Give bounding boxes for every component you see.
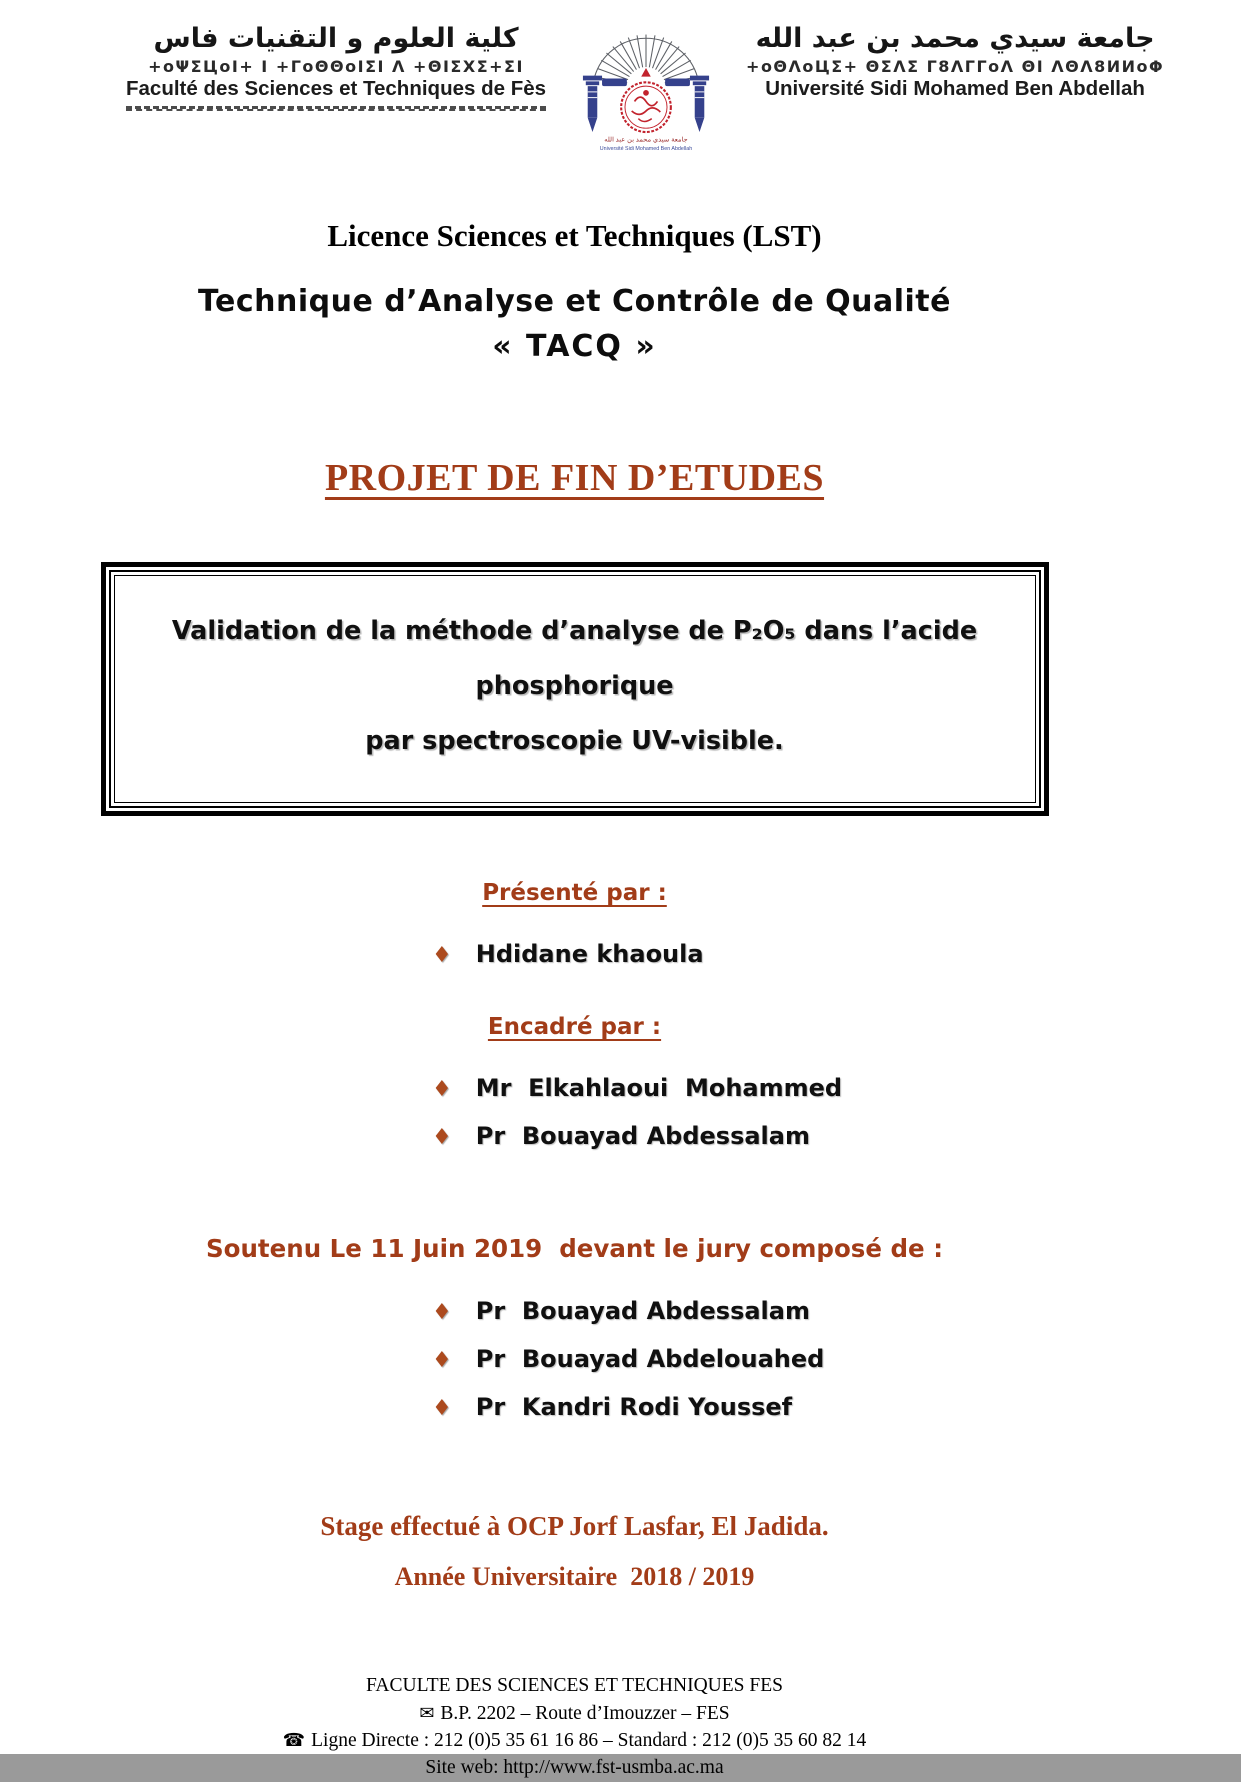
- presented-by-list: [0, 940, 1149, 968]
- supervised-by-list: [0, 1074, 1149, 1150]
- footer-phones: [0, 1727, 1149, 1754]
- university-name-arabic: جامعة سيدي محمد بن عبد الله: [755, 23, 1155, 54]
- specialty-abbreviation: « TACQ »: [492, 329, 657, 364]
- supervisor-name: Mr Elkahlaoui Mohammed: [475, 1074, 843, 1103]
- list-item: [432, 1297, 1149, 1325]
- diamond-bullet-icon: ♦: [432, 1077, 452, 1103]
- university-emblem-icon: [560, 24, 732, 155]
- list-item: [432, 1122, 1149, 1150]
- logo-caption-french: Université Sidi Mohamed Ben Abdellah: [599, 146, 693, 153]
- diamond-bullet-icon: ♦: [432, 1125, 452, 1151]
- academic-year: Année Universitaire 2018 / 2019: [394, 1562, 755, 1592]
- footer-address: [0, 1700, 1149, 1727]
- mail-icon: ✉: [419, 1702, 435, 1724]
- jury-heading: Soutenu Le 11 Juin 2019 devant le jury composé de :: [206, 1234, 943, 1264]
- faculty-block: [126, 24, 546, 111]
- jury-member-name: Pr Bouayad Abdelouahed: [475, 1345, 825, 1374]
- university-logo: [560, 24, 732, 160]
- faculty-name-arabic: كلية العلوم و التقنيات فاس: [153, 23, 519, 54]
- diamond-bullet-icon: ♦: [432, 943, 452, 969]
- footer-website: Site web: http://www.fst-usmba.ac.ma: [425, 1757, 724, 1779]
- phone-icon: ☎: [282, 1730, 306, 1752]
- footer-phones-text: Ligne Directe : 212 (0)5 35 61 16 86 – Standard : 212 (0)5 35 60 82 14: [311, 1730, 867, 1752]
- footer-faculty-name: FACULTE DES SCIENCES ET TECHNIQUES FES: [366, 1675, 783, 1697]
- subject-text: [114, 575, 1036, 803]
- footer: [0, 1672, 1149, 1781]
- faculty-name-tifinagh: +oΨΣЦoI+ I +ΓoΘΘoIΣI Λ +ΘIΣΧΣ+ΣI: [148, 56, 524, 76]
- internship-location: Stage effectué à OCP Jorf Lasfar, El Jadida.: [320, 1511, 829, 1542]
- supervisor-name: Pr Bouayad Abdessalam: [475, 1122, 810, 1151]
- subject-line2: par spectroscopie UV-visible.: [365, 725, 784, 756]
- subject-box-inner-border: [109, 570, 1041, 808]
- program-title: Licence Sciences et Techniques (LST): [327, 218, 822, 253]
- jury-member-name: Pr Bouayad Abdessalam: [475, 1297, 810, 1326]
- subject-line1: Validation de la méthode d’analyse de P₂O₅ dans l’acide phosphorique: [171, 616, 978, 701]
- diamond-bullet-icon: ♦: [432, 1396, 452, 1422]
- list-item: [432, 1345, 1149, 1373]
- university-name-french: Université Sidi Mohamed Ben Abdellah: [765, 76, 1145, 100]
- diamond-bullet-icon: ♦: [432, 1300, 452, 1326]
- university-name-tifinagh: +oΘΛoЦΣ+ ΘΣΛΣ Γ8ΛΓΓoΛ ΘI ΛΘΛ8ИИoΦ: [746, 56, 1165, 76]
- header: [0, 0, 1241, 160]
- jury-list: [0, 1297, 1149, 1421]
- diamond-bullet-icon: ♦: [432, 1348, 452, 1374]
- main-content: [0, 218, 1241, 1782]
- list-item: [432, 1393, 1149, 1421]
- header-divider: [126, 106, 546, 111]
- university-block: [746, 24, 1164, 101]
- logo-caption-arabic: جامعة سيدي محمد بن عبد الله: [604, 136, 688, 144]
- list-item: [432, 940, 1149, 968]
- report-type-title: PROJET DE FIN D’ETUDES: [324, 457, 825, 499]
- faculty-name-french: Faculté des Sciences et Techniques de Fès: [126, 76, 547, 100]
- supervised-by-heading: Encadré par :: [487, 1014, 662, 1041]
- presenter-name: Hdidane khaoula: [475, 940, 704, 969]
- specialty-title: Technique d’Analyse et Contrôle de Qualité: [198, 284, 951, 319]
- presented-by-heading: Présenté par :: [482, 880, 667, 907]
- jury-member-name: Pr Kandri Rodi Youssef: [475, 1393, 793, 1422]
- footer-address-text: B.P. 2202 – Route d’Imouzzer – FES: [440, 1702, 730, 1724]
- list-item: [432, 1074, 1149, 1102]
- subject-box: [101, 562, 1049, 816]
